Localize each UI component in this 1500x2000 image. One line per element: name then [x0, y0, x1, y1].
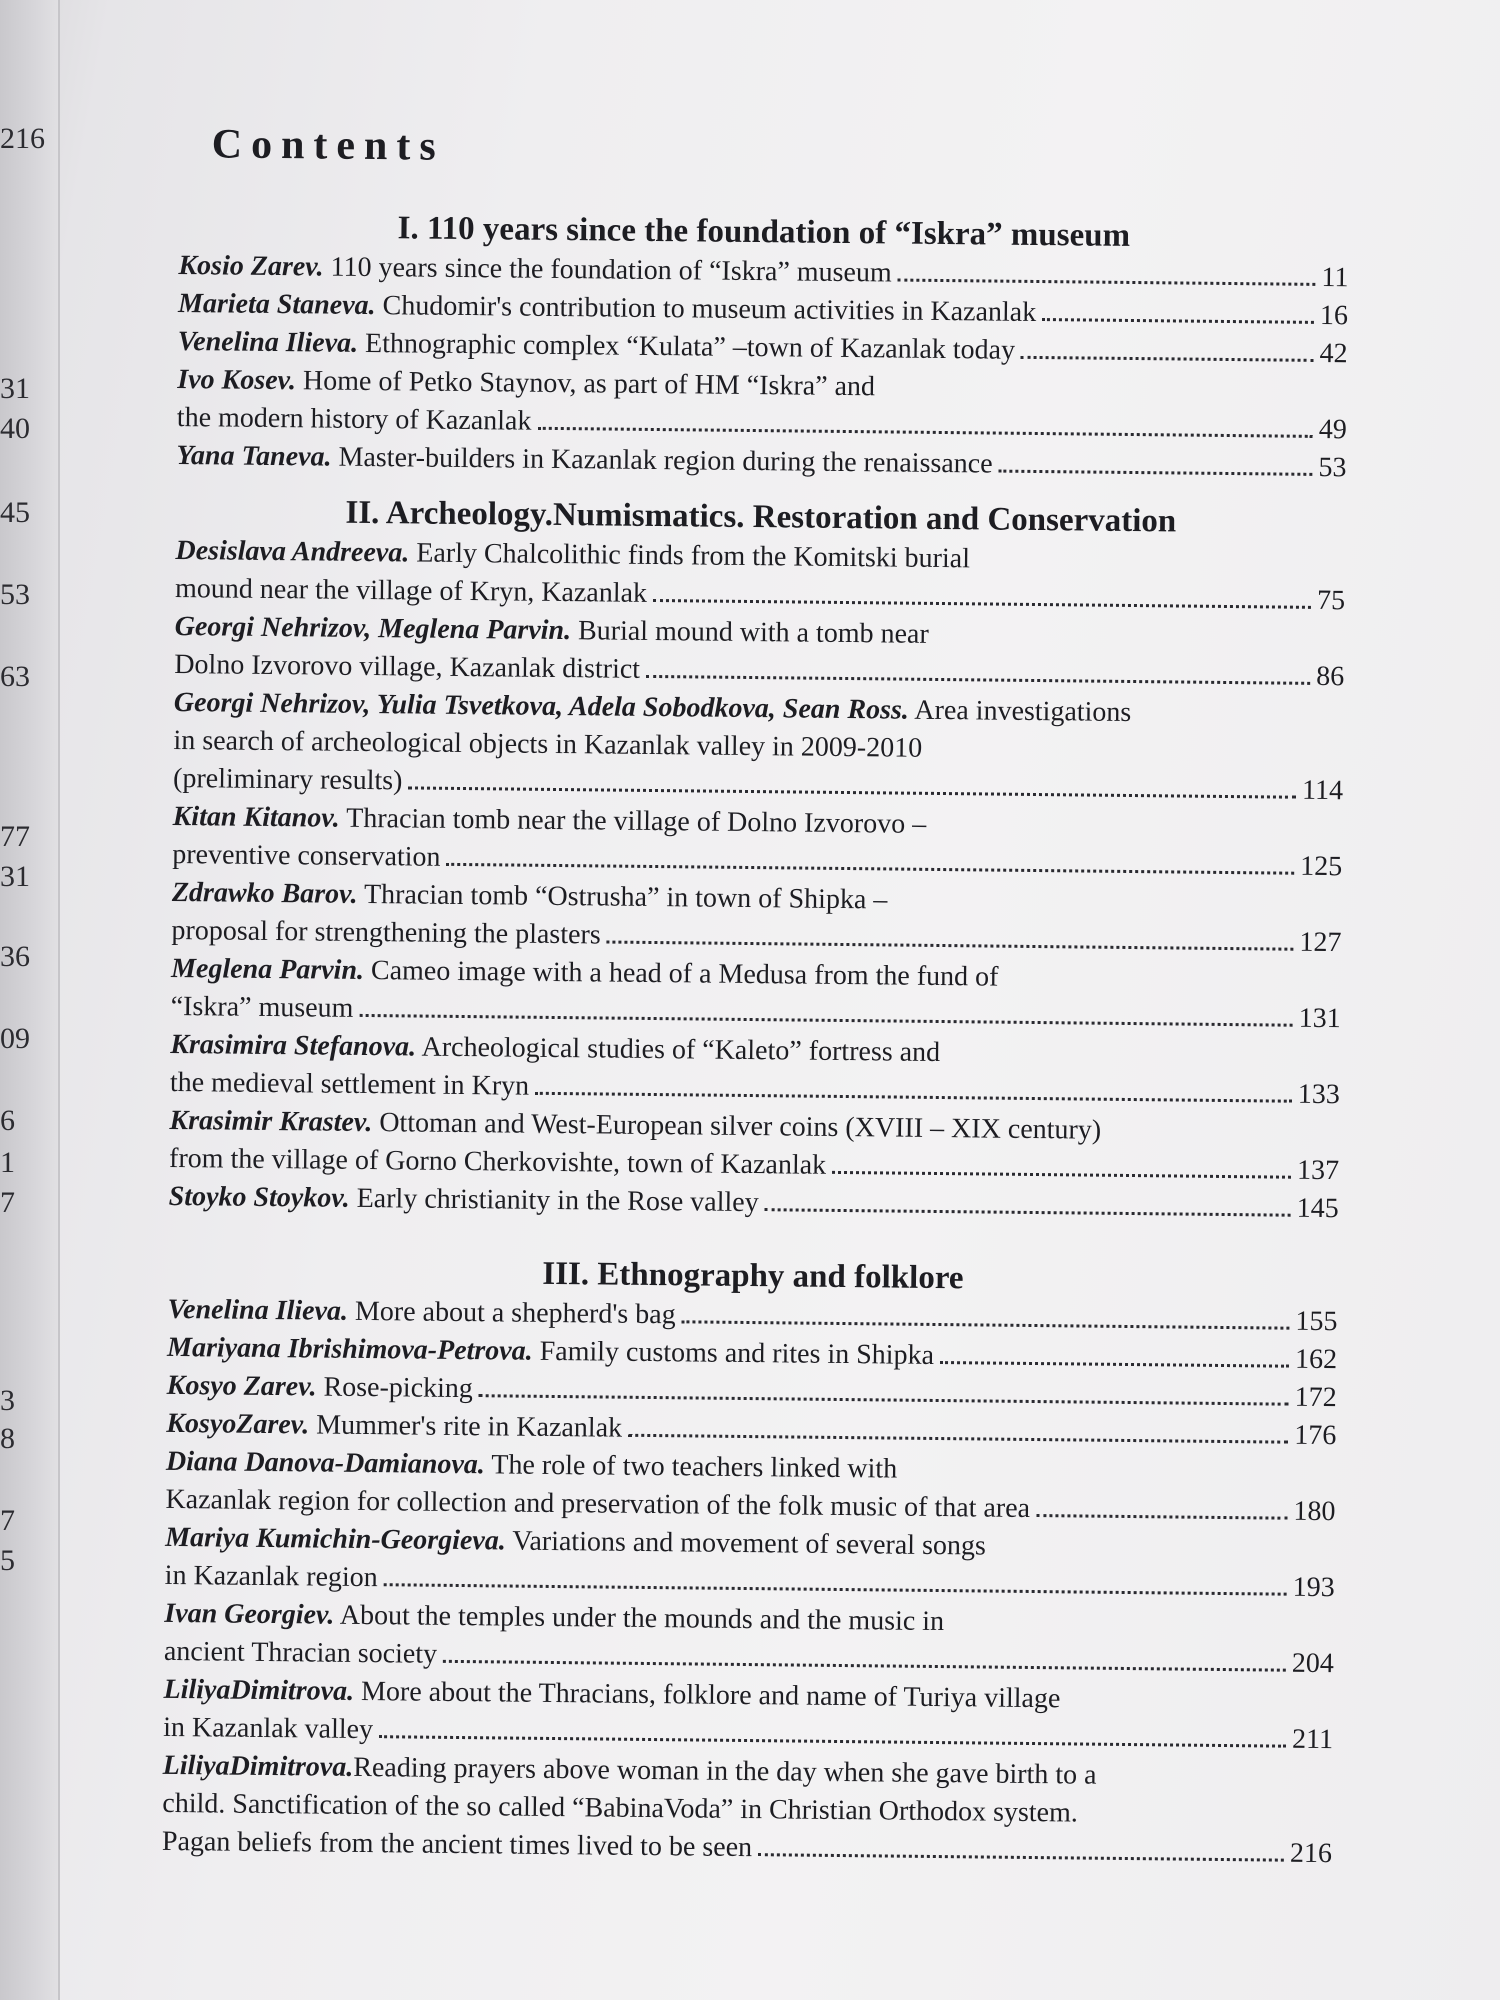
entry-page-number: 162	[1294, 1343, 1338, 1376]
entry-page-number: 127	[1299, 926, 1342, 959]
entry-author: Marieta Staneva.	[177, 287, 376, 322]
entry-author: Ivan Georgiev.	[164, 1597, 335, 1631]
entry-page-number: 204	[1291, 1647, 1335, 1680]
dot-leader	[832, 1171, 1291, 1179]
entry-author: Mariyana Ibrishimova-Petrova.	[166, 1331, 533, 1367]
entry-author: Kosio Zarev.	[178, 249, 324, 283]
section-heading: II. Archeology.Numismatics. Restoration and Conservation	[345, 494, 1177, 540]
entry-title-line: from the village of Gorno Cherkovishte, town of Kazanlak	[168, 1142, 827, 1181]
entry-author: Meglena Parvin.	[170, 952, 365, 986]
entry-page-number: 133	[1297, 1078, 1341, 1111]
entry-author: Stoyko Stoykov.	[168, 1180, 350, 1214]
entry-title-line: 110 years since the foundation of “Iskra” museum	[323, 251, 892, 289]
entry-title-line: Kazanlak region for collection and preservation of the folk music of that area	[165, 1483, 1031, 1524]
facing-page-number: 53	[0, 578, 30, 611]
facing-page-number: 31	[0, 372, 30, 405]
contents-page	[162, 120, 1350, 1877]
entry-page-number: 193	[1292, 1571, 1335, 1604]
dot-leader	[384, 1583, 1287, 1595]
entry-title-line: the medieval settlement in Kryn	[169, 1066, 530, 1102]
entry-title-line: Ethnographic complex “Kulata” –town of Kazanlak today	[357, 327, 1016, 366]
entry-title-line: Cameo image with a head of a Medusa from the fund of	[363, 954, 999, 993]
entry-title-line: ancient Thracian society	[163, 1635, 438, 1670]
section-heading: I. 110 years since the foundation of “Iskra” museum	[397, 210, 1131, 254]
facing-page-number: 5	[0, 1544, 15, 1577]
entry-author: Venelina Ilieva.	[167, 1293, 349, 1327]
entry-title-line: Master-builders in Kazanlak region during the renaissance	[331, 441, 993, 480]
dot-leader	[758, 1853, 1284, 1862]
dot-leader	[479, 1394, 1289, 1405]
entry-page-number: 180	[1293, 1495, 1336, 1528]
entry-author: Mariya Kumichin-Georgieva.	[164, 1521, 506, 1557]
dot-leader	[765, 1208, 1291, 1217]
entry-page-number: 216	[1289, 1837, 1333, 1870]
entry-page-number: 75	[1316, 584, 1346, 617]
dot-leader	[898, 279, 1316, 286]
entry-title-line: The role of two teachers linked with	[484, 1449, 898, 1485]
entry-page-number: 11	[1321, 261, 1349, 294]
entry-page-number: 137	[1296, 1154, 1340, 1187]
entry-author: Georgi Nehrizov, Yulia Tsvetkova, Adela Sobodkova, Sean Ross.	[173, 686, 910, 726]
facing-page-number: 45	[0, 496, 30, 529]
entry-page-number: 86	[1316, 660, 1345, 693]
entry-title-line: Home of Petko Staynov, as part of HM “Iskra” and	[295, 365, 876, 403]
dot-leader	[682, 1320, 1290, 1329]
toc-entry[interactable]	[169, 1102, 1340, 1190]
entry-page-number: 145	[1296, 1192, 1339, 1225]
entry-title-line: Early christianity in the Rose valley	[349, 1182, 759, 1219]
entry-title-line: More about a shepherd's bag	[347, 1295, 676, 1331]
entry-title-line: Thracian tomb near the village of Dolno Izvorovo –	[339, 802, 927, 840]
entry-title-line: Variations and movement of several songs	[505, 1525, 986, 1562]
entry-title-line: Area investigations	[908, 694, 1132, 728]
facing-page-number: 1	[0, 1146, 15, 1179]
toc-entry[interactable]	[165, 1443, 1336, 1531]
section-heading: III. Ethnography and folklore	[542, 1255, 964, 1297]
entry-title-line: preventive conservation	[172, 838, 441, 873]
entry-page-number: 131	[1298, 1002, 1341, 1035]
dot-leader	[999, 470, 1313, 476]
toc-entry[interactable]	[163, 1671, 1334, 1759]
entry-title-line: About the temples under the mounds and the music in	[334, 1599, 945, 1638]
entry-author: LiliyaDimitrova.	[162, 1749, 354, 1783]
facing-page-number: 36	[0, 940, 30, 973]
entry-page-number: 49	[1318, 413, 1347, 446]
entry-title-line: Pagan beliefs from the ancient times lived to be seen	[161, 1825, 753, 1864]
toc-entry[interactable]	[173, 684, 1344, 810]
dot-leader	[1042, 318, 1314, 324]
dot-leader	[1021, 356, 1314, 362]
entry-title-line: (preliminary results)	[172, 762, 403, 797]
dot-leader	[653, 599, 1311, 609]
facing-page-number: 3	[0, 1384, 15, 1417]
dot-leader	[628, 1434, 1288, 1444]
entry-title-line: proposal for strengthening the plasters	[171, 914, 601, 951]
entry-author: Zdrawko Barov.	[171, 876, 358, 910]
dot-leader	[535, 1092, 1292, 1103]
toc-entry[interactable]	[165, 1519, 1336, 1607]
toc-entry[interactable]	[172, 798, 1343, 886]
toc-entry[interactable]	[164, 1595, 1335, 1683]
dot-leader	[1036, 1514, 1287, 1520]
entry-title-line: Dolno Izvorovo village, Kazanlak district	[174, 648, 641, 685]
entry-author: Ivo Kosev.	[177, 363, 297, 397]
dot-leader	[940, 1361, 1289, 1368]
entry-title-line: the modern history of Kazanlak	[176, 401, 532, 437]
entry-page-number: 155	[1295, 1305, 1338, 1338]
facing-page-number: 63	[0, 660, 30, 693]
entry-title-line: Early Chalcolithic finds from the Komitski burial	[409, 537, 971, 575]
entry-author: Krasimira Stefanova.	[170, 1028, 417, 1063]
dot-leader	[446, 863, 1294, 875]
dot-leader	[537, 427, 1312, 438]
entry-author: LiliyaDimitrova.	[163, 1673, 355, 1707]
facing-page-number: 216	[0, 122, 45, 155]
entry-author: Georgi Nehrizov, Meglena Parvin.	[174, 610, 572, 647]
dot-leader	[443, 1660, 1286, 1672]
entry-title-line: in search of archeological objects in Kazanlak valley in 2009-2010	[173, 724, 923, 764]
entry-page-number: 211	[1291, 1723, 1334, 1756]
entry-title-line: Reading prayers above woman in the day when she gave birth to a	[353, 1751, 1097, 1791]
entry-author: Kitan Kitanov.	[172, 800, 340, 834]
entry-author: Yana Taneva.	[176, 439, 332, 473]
toc-entry[interactable]	[174, 608, 1345, 696]
entry-title-line: mound near the village of Kryn, Kazanlak	[174, 572, 648, 609]
entry-title-line: Mummer's rite in Kazanlak	[309, 1409, 623, 1444]
entry-title-line: Family customs and rites in Shipka	[532, 1335, 935, 1371]
entry-title-line: “Iskra” museum	[170, 990, 354, 1024]
entry-page-number: 53	[1318, 451, 1347, 484]
toc-entry[interactable]	[177, 361, 1348, 449]
entry-author: Desislava Andreeva.	[175, 534, 410, 569]
entry-page-number: 172	[1294, 1381, 1337, 1414]
facing-page-number: 7	[0, 1504, 15, 1537]
entry-author: Diana Danova-Damianova.	[165, 1445, 486, 1481]
dot-leader	[408, 786, 1296, 798]
facing-page-number: 40	[0, 412, 30, 445]
page-title: Contents	[211, 121, 445, 170]
entry-title-line: Ottoman and West-European silver coins (XVIII – XIX century)	[372, 1107, 1102, 1146]
entry-title-line: Archeological studies of “Kaleto” fortress and	[415, 1031, 941, 1069]
entry-title-line: in Kazanlak region	[164, 1559, 378, 1594]
dot-leader	[646, 675, 1310, 685]
toc-entry[interactable]	[162, 1747, 1333, 1873]
toc-entry[interactable]	[175, 532, 1346, 620]
entry-title-line: More about the Thracians, folklore and name of Turiya village	[353, 1675, 1061, 1715]
entry-author: Venelina Ilieva.	[177, 325, 359, 359]
entry-title-line: child. Sanctification of the so called “BabinaVoda” in Christian Orthodox system.	[162, 1787, 1078, 1829]
entry-author: KosyoZarev.	[166, 1407, 310, 1441]
facing-page-number: 8	[0, 1422, 15, 1455]
entry-page-number: 42	[1319, 337, 1348, 370]
entry-title-line: Chudomir's contribution to museum activities in Kazanlak	[375, 290, 1037, 328]
dot-leader	[379, 1735, 1286, 1747]
entry-page-number: 176	[1294, 1419, 1337, 1452]
entry-title-line: in Kazanlak valley	[163, 1711, 374, 1746]
entry-title-line: Thracian tomb “Ostrusha” in town of Shipka –	[357, 878, 888, 916]
toc-entry[interactable]	[170, 1026, 1341, 1114]
facing-page-edge	[0, 0, 60, 2000]
entry-page-number: 125	[1300, 850, 1343, 883]
facing-page-number: 7	[0, 1186, 15, 1219]
entry-title-line: Burial mound with a tomb near	[570, 615, 929, 650]
entry-author: Krasimir Krastev.	[169, 1104, 373, 1139]
facing-page-number: 09	[0, 1022, 30, 1055]
facing-page-number: 6	[0, 1104, 15, 1137]
toc-entry[interactable]	[171, 874, 1342, 962]
entry-title-line: Rose-picking	[316, 1371, 474, 1405]
toc-entry[interactable]	[171, 950, 1342, 1038]
entry-page-number: 114	[1301, 774, 1344, 807]
table-of-contents	[162, 208, 1349, 1877]
entry-page-number: 16	[1319, 299, 1349, 332]
dot-leader	[607, 941, 1294, 951]
facing-page-number: 31	[0, 860, 30, 893]
entry-author: Kosyo Zarev.	[166, 1369, 317, 1403]
dot-leader	[359, 1014, 1292, 1027]
facing-page-number: 77	[0, 820, 30, 853]
